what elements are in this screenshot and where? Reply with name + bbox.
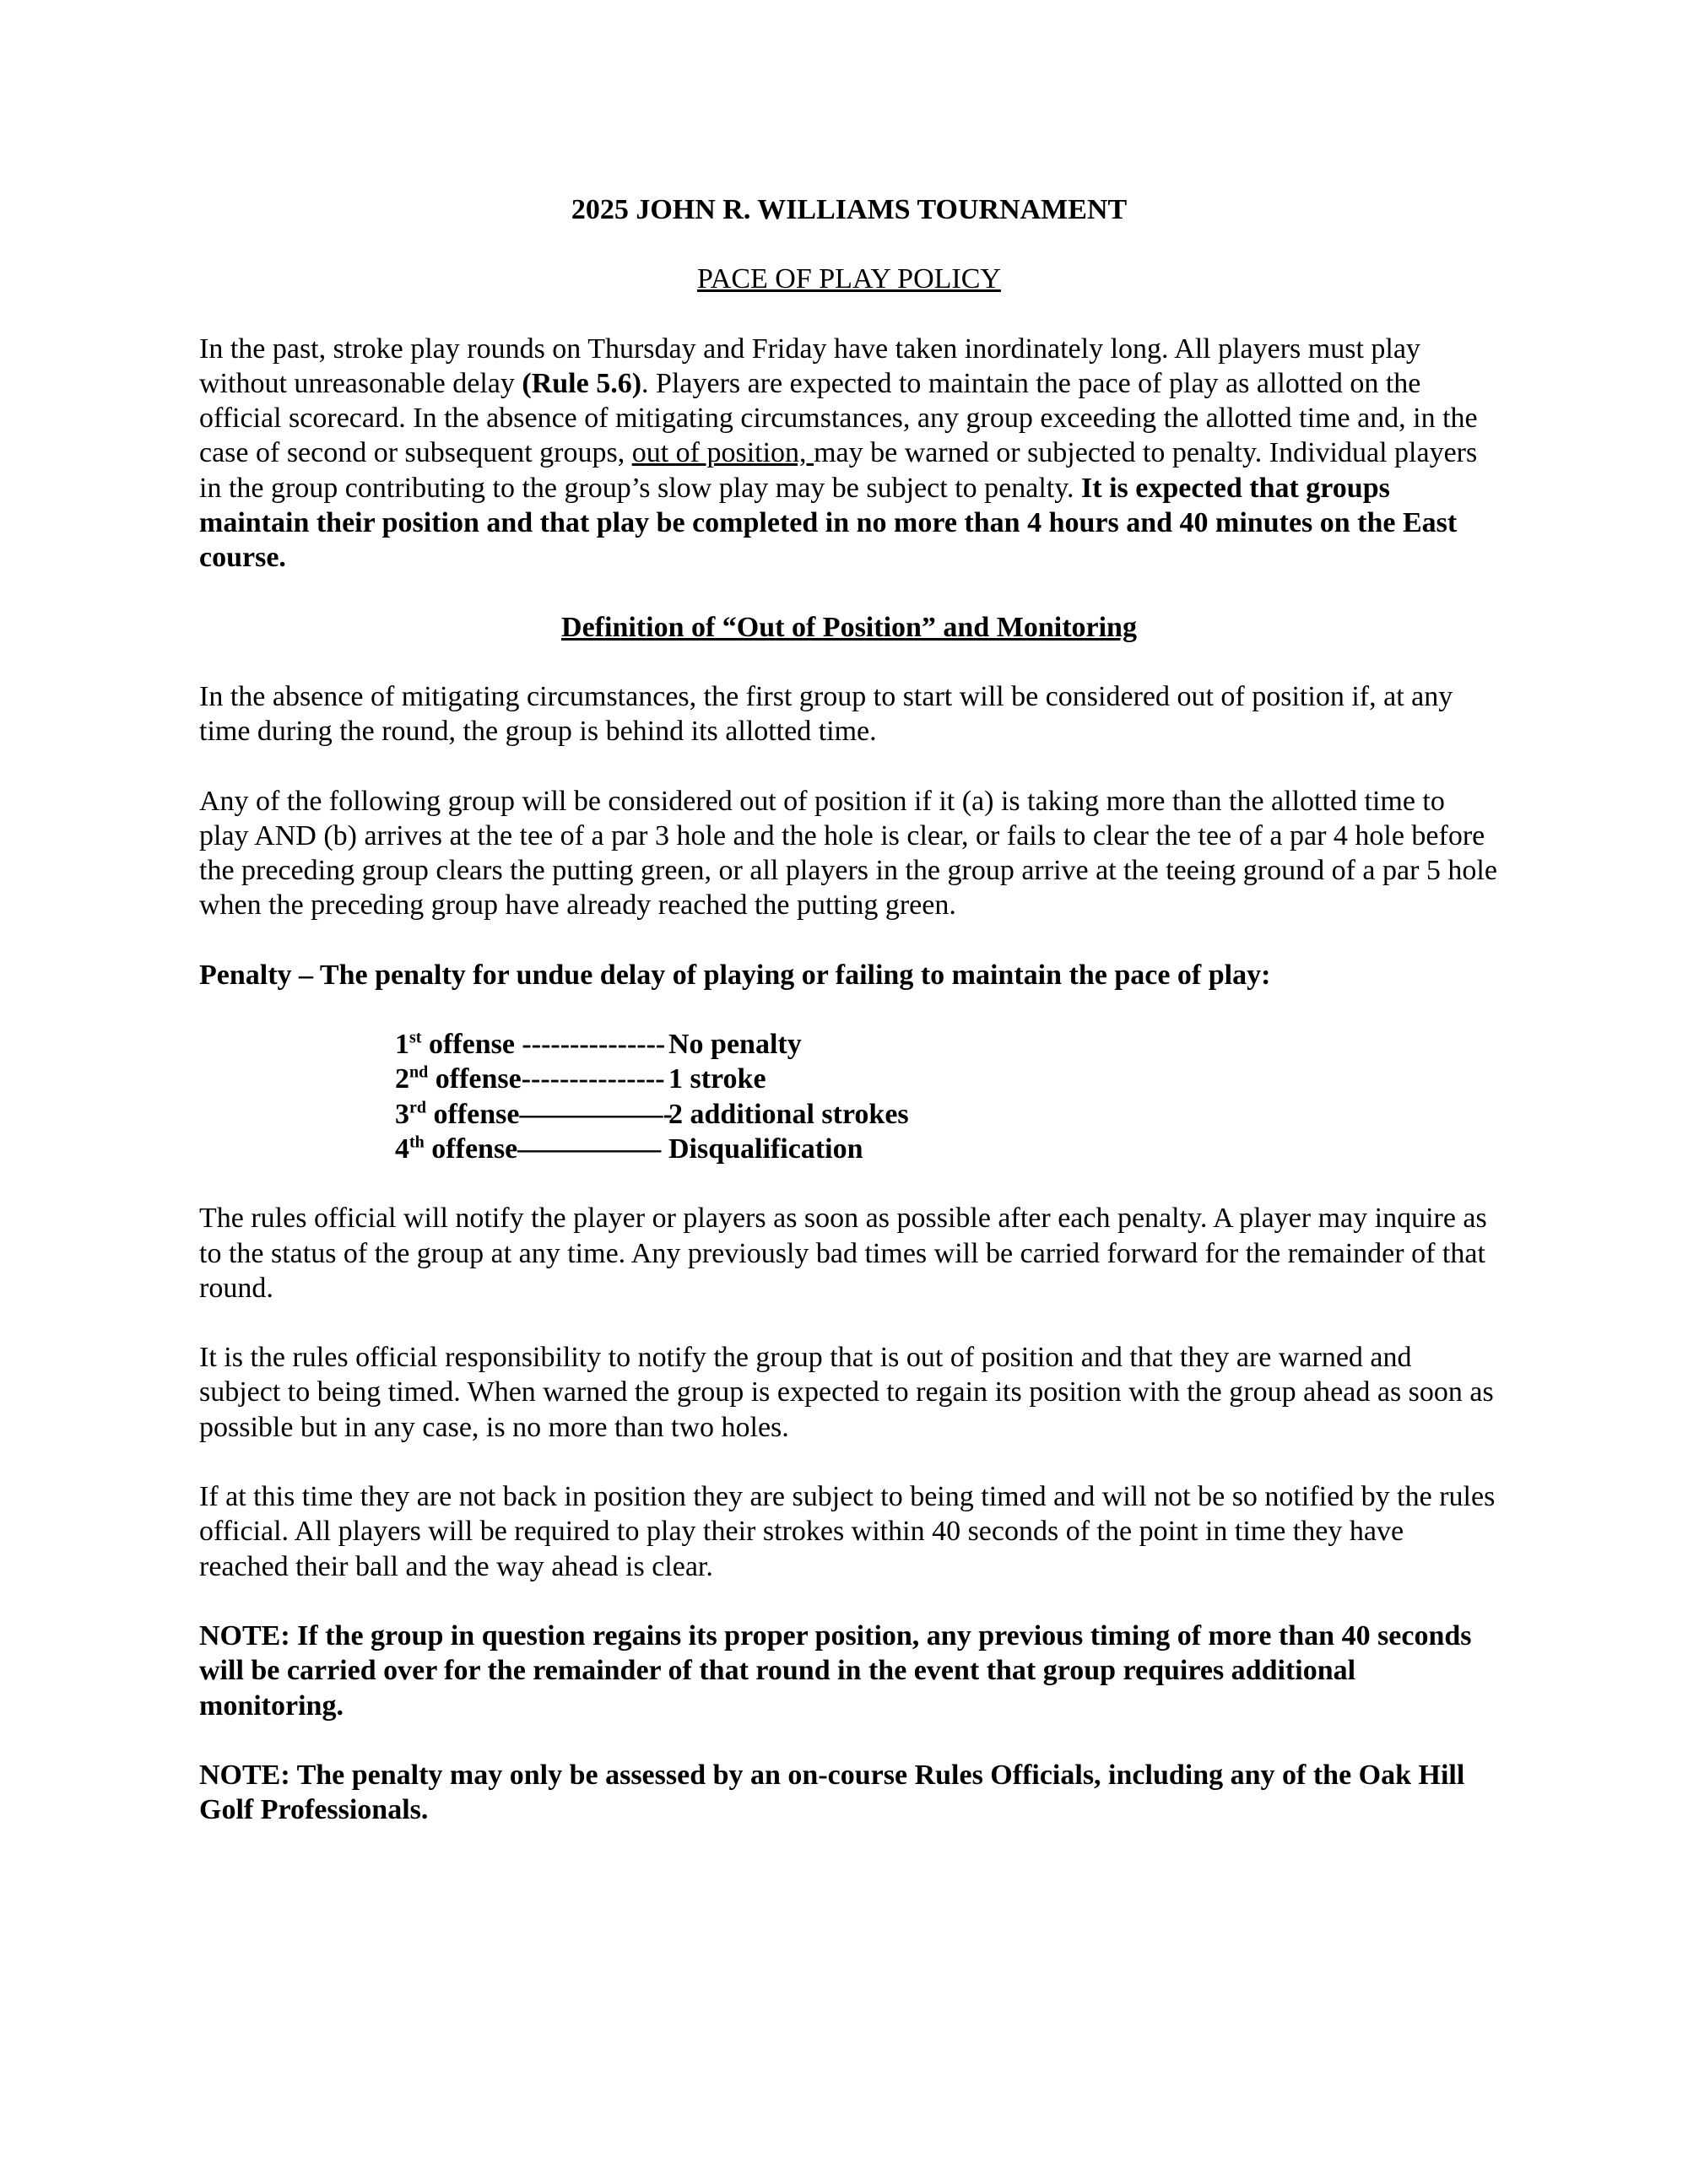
penalty-offense-label: offense—————- bbox=[426, 1098, 673, 1130]
penalty-row-3 bbox=[395, 1097, 1499, 1132]
penalty-offense-label: offense --------------- bbox=[421, 1029, 666, 1061]
notify-paragraph: The rules official will notify the player or players as soon as possible after each penalty. A player may inquire as to the status of the group at any time. Any previously bad times will be carried forward for the remainder of that round. bbox=[199, 1203, 1487, 1304]
definition-paragraph-1: In the absence of mitigating circumstances, the first group to start will be considered out of position if, at any time during the round, the group is behind its allotted time. bbox=[199, 680, 1453, 748]
out-of-position-underlined: out of position, bbox=[631, 437, 814, 469]
penalty-number: 2 bbox=[395, 1063, 409, 1095]
intro-paragraph bbox=[199, 332, 1499, 576]
penalty-list bbox=[395, 1027, 1499, 1166]
note-1: NOTE: If the group in question regains its proper position, any previous timing of more than 40 seconds will be carried over for the remainder of that round in the event that group requires additional monitoring. bbox=[199, 1619, 1472, 1722]
penalty-row-4 bbox=[395, 1132, 1499, 1166]
intro-bold-expectation: It is expected that groups maintain their position and that play be completed in no more than 4 hours and 40 minutes on the East course. bbox=[199, 472, 1458, 574]
responsibility-paragraph: It is the rules official responsibility to notify the group that is out of position and that they are warned and subject to being timed. When warned the group is expected to regain its position with the group ahead as soon as possible but in any case, is no more than two holes. bbox=[199, 1342, 1494, 1443]
penalty-offense-label: offense--------------- bbox=[428, 1063, 665, 1095]
penalty-ordinal-suffix: th bbox=[409, 1133, 425, 1152]
penalty-offense-label: offense————— bbox=[424, 1133, 662, 1165]
penalty-row-2 bbox=[395, 1062, 1499, 1096]
intro-text-2: . Players are expected to maintain the pace of play as allotted on the official scorecard. In the absence of mitigating circumstances, any group exceeding the allotted time and, in the case of second or subsequent groups, bbox=[199, 367, 1478, 469]
timing-paragraph: If at this time they are not back in position they are subject to being timed and will not be so notified by the rules official. All players will be required to play their strokes within 40 seconds of the point in time they have reached their ball and the way ahead is clear. bbox=[199, 1481, 1496, 1582]
penalty-result: Disqualification bbox=[668, 1133, 863, 1165]
penalty-result: No penalty bbox=[668, 1029, 802, 1061]
document-page bbox=[199, 192, 1499, 1862]
penalty-ordinal-suffix: rd bbox=[409, 1098, 426, 1117]
penalty-number: 1 bbox=[395, 1029, 409, 1061]
rule-reference: (Rule 5.6) bbox=[522, 367, 642, 399]
penalty-ordinal-suffix: st bbox=[409, 1028, 422, 1047]
definition-heading: Definition of “Out of Position” and Monitoring bbox=[561, 611, 1137, 643]
penalty-number: 4 bbox=[395, 1133, 409, 1165]
penalty-row-1 bbox=[395, 1027, 1499, 1062]
penalty-result: 1 stroke bbox=[668, 1063, 766, 1095]
definition-paragraph-2: Any of the following group will be considered out of position if it (a) is taking more than the allotted time to play AND (b) arrives at the tee of a par 3 hole and the hole is clear, or fails to clear the tee of a par 4 hole before the preceding group clears the putting green, or all players in the group arrive at the teeing ground of a par 5 hole when the preceding group have already reached the putting green. bbox=[199, 785, 1497, 922]
penalty-heading: Penalty – The penalty for undue delay of playing or failing to maintain the pace of play: bbox=[199, 959, 1271, 991]
penalty-number: 3 bbox=[395, 1098, 409, 1130]
penalty-ordinal-suffix: nd bbox=[409, 1063, 429, 1083]
penalty-result: 2 additional strokes bbox=[668, 1098, 909, 1130]
intro-text-3: may be warned or subjected to penalty. Individual players in the group contributing to the group’s slow play may be subject to penalty. bbox=[199, 437, 1478, 504]
intro-text-1: In the past, stroke play rounds on Thursday and Friday have taken inordinately long. All players must play without unreasonable delay bbox=[199, 332, 1420, 399]
document-title: 2025 JOHN R. WILLIAMS TOURNAMENT bbox=[571, 194, 1128, 225]
policy-heading: PACE OF PLAY POLICY bbox=[697, 263, 1001, 295]
note-2: NOTE: The penalty may only be assessed by an on-course Rules Officials, including any of the Oak Hill Golf Professionals. bbox=[199, 1759, 1465, 1826]
